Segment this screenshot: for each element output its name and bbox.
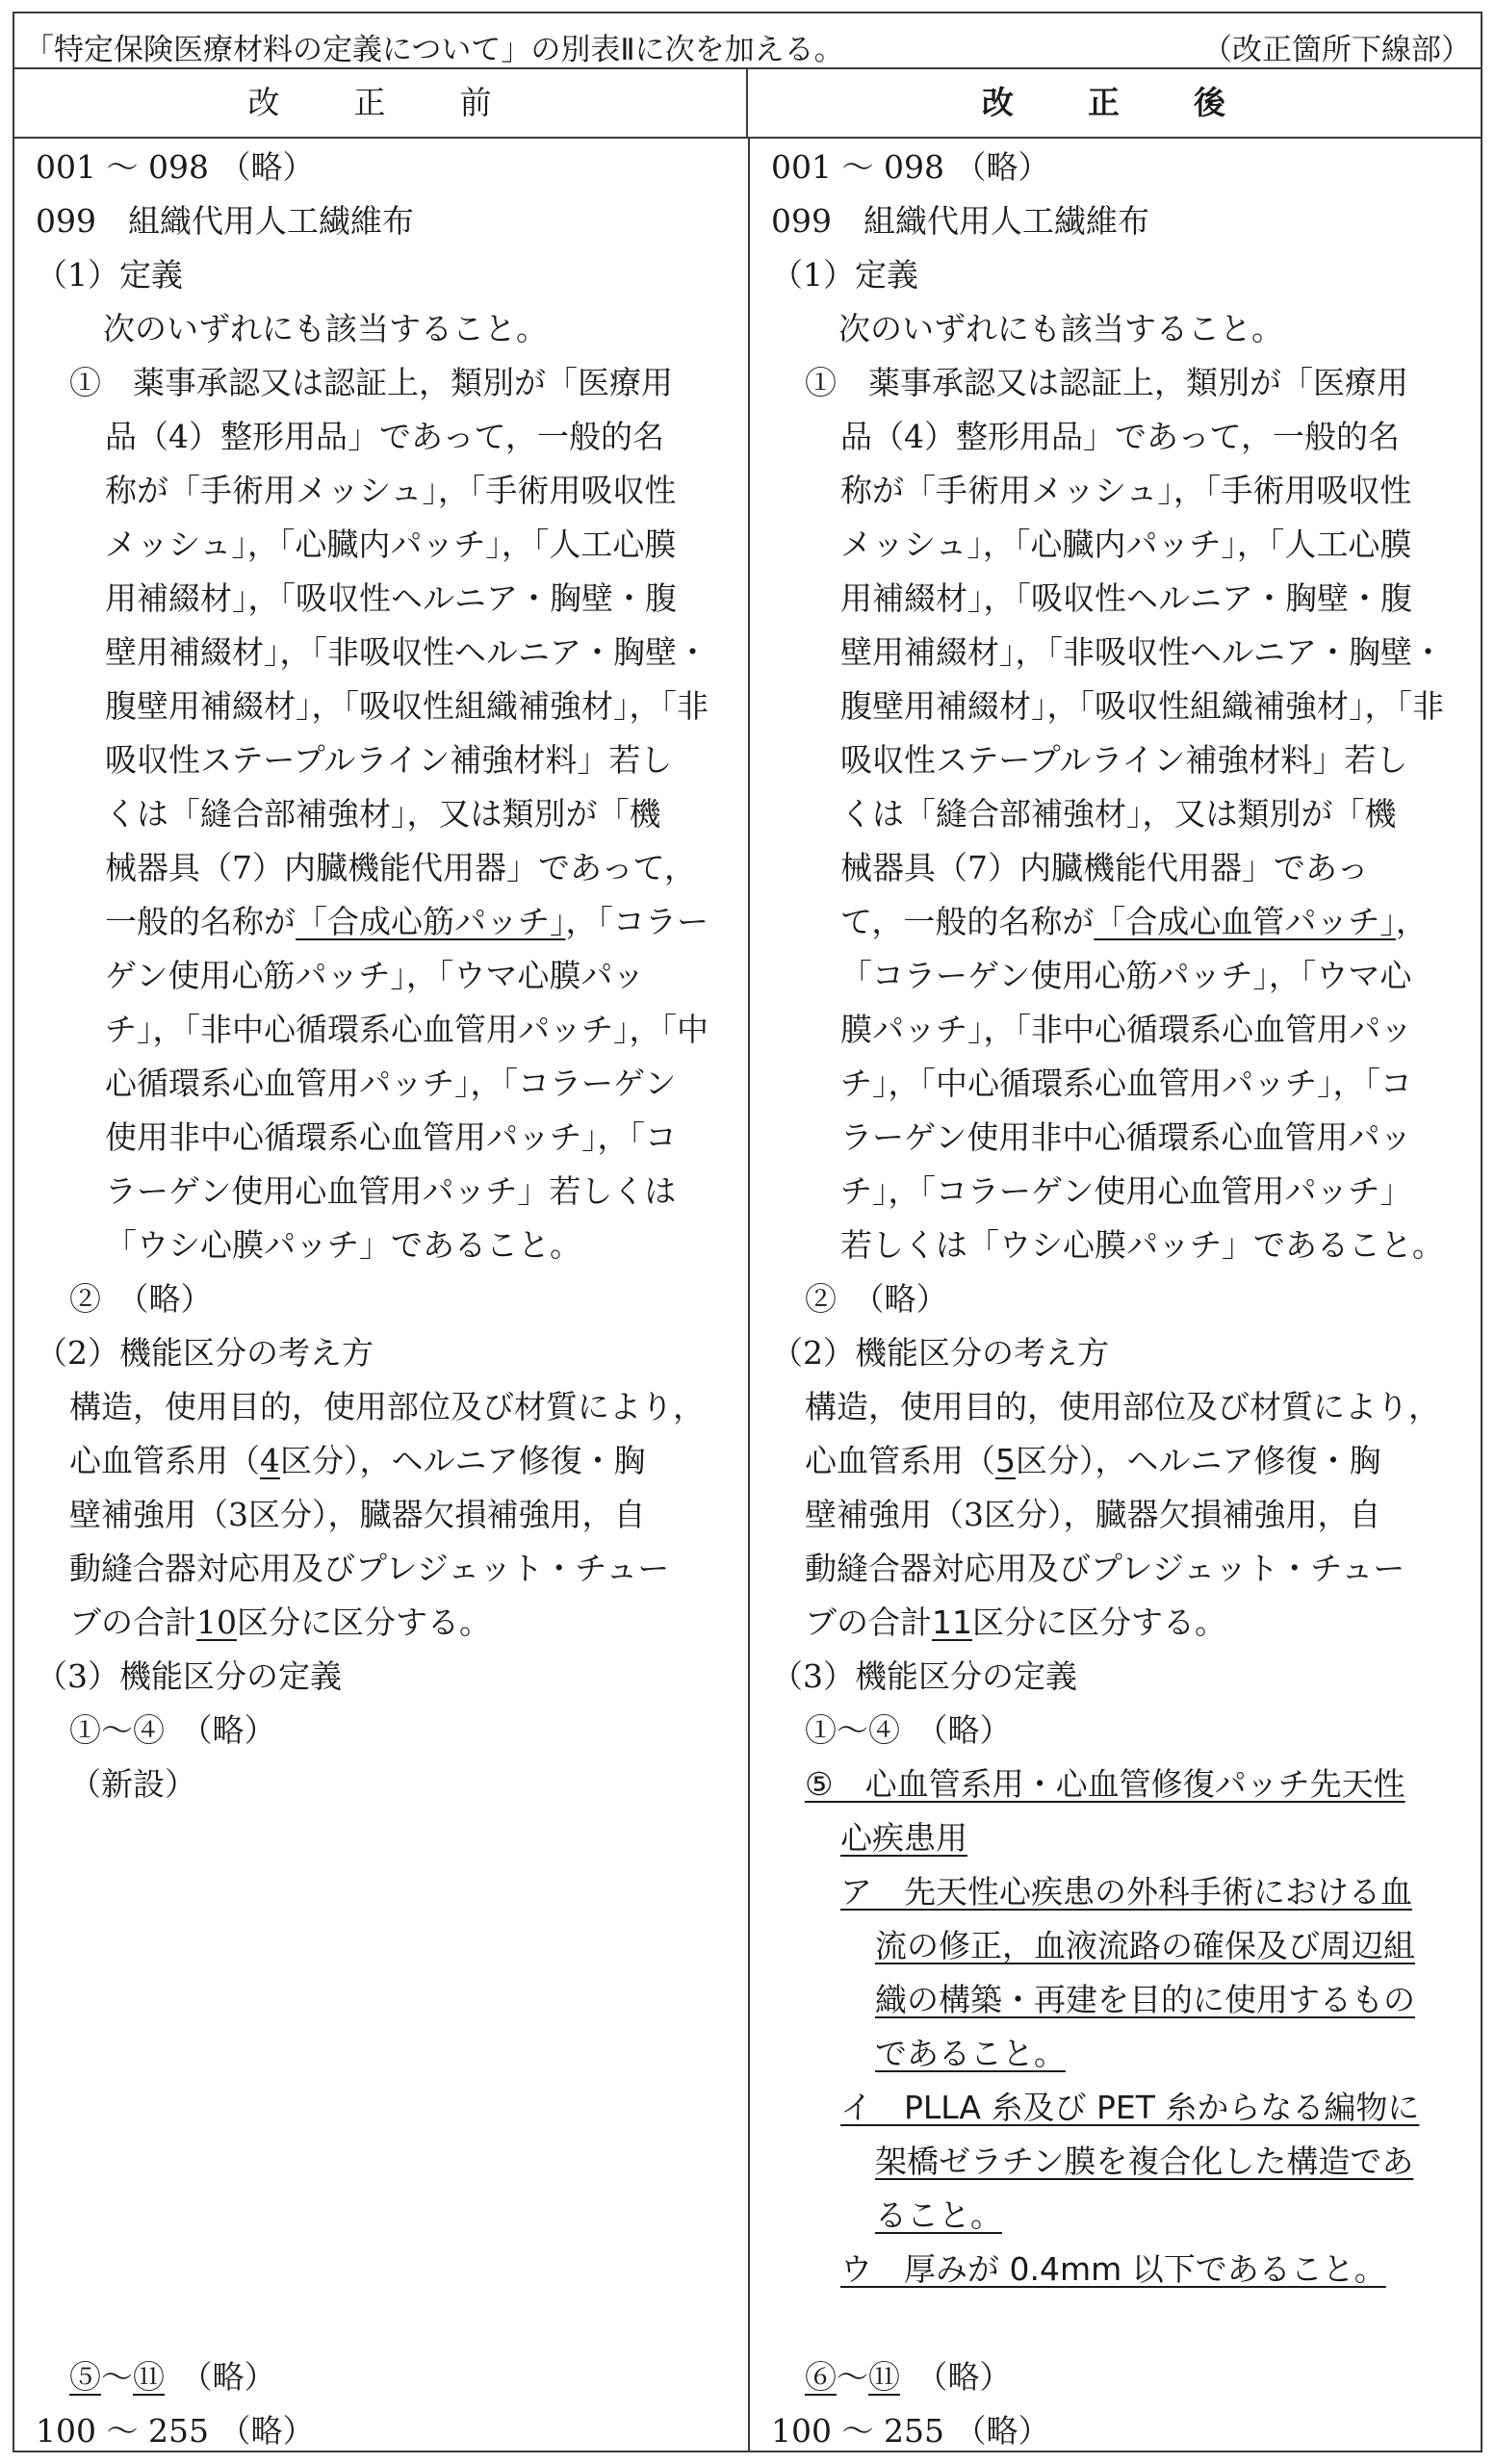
header-note: （改正箇所下線部） <box>1202 33 1471 67</box>
text-line: 壁補強用（3区分），臓器欠損補強用，自 <box>805 1496 1381 1533</box>
text-line: ゲン使用心筋パッチ」，「ウマ心膜パッ <box>105 957 645 994</box>
text-segment: （略） <box>900 2358 1012 2396</box>
new-item-i: ること。 <box>875 2196 1002 2234</box>
text-line: 100 ～ 255 （略） <box>771 2412 1050 2450</box>
text-line: 心循環系心血管用パッチ」，「コラーゲン <box>105 1065 677 1102</box>
text-line: くは「縫合部補強材」，又は類別が「機 <box>105 795 661 833</box>
text-line <box>69 2350 276 2404</box>
new-section-title: 心疾患用 <box>840 1819 967 1857</box>
text-line <box>840 895 1428 949</box>
underlined-change: 5 <box>995 1442 1016 1479</box>
column-divider <box>748 139 750 2452</box>
text-line: くは「縫合部補強材」，又は類別が「機 <box>840 795 1397 833</box>
text-segment: 心血管系用（ <box>69 1442 260 1479</box>
text-line: チ」，「中心循環系心血管用パッチ」，「コ <box>840 1065 1412 1102</box>
text-segment: （略） <box>165 2358 276 2396</box>
text-line: 099 組織代用人工繊維布 <box>771 202 1149 240</box>
text-line: 称が「手術用メッシュ」，「手術用吸収性 <box>840 472 1412 509</box>
text-line: （1）定義 <box>36 256 183 294</box>
new-item-a: ア 先天性心疾患の外科手術における血 <box>840 1873 1412 1911</box>
text-line: 099 組織代用人工繊維布 <box>36 202 414 240</box>
text-line <box>69 1434 646 1488</box>
text-segment: 一般的名称が <box>105 903 296 940</box>
text-line: 品（4）整形用品」であって，一般的名 <box>840 418 1401 455</box>
text-line <box>805 1596 1226 1650</box>
text-line: 次のいずれにも該当すること。 <box>103 310 548 347</box>
text-segment: ， <box>1395 903 1428 940</box>
underlined-change: ⑤ <box>69 2358 101 2396</box>
text-line: 構造，使用目的，使用部位及び材質により， <box>69 1388 705 1425</box>
underlined-change: ⑥ <box>805 2358 837 2396</box>
new-item-a: 織の構築・再建を目的に使用するもの <box>875 1981 1415 2018</box>
text-line: 品（4）整形用品」であって，一般的名 <box>105 418 665 455</box>
text-line: ①～④ （略） <box>69 1711 276 1749</box>
text-line: 械器具（7）内臓機能代用器」であっ <box>840 849 1369 886</box>
text-line: 001 ～ 098 （略） <box>36 148 315 186</box>
text-line: 構造，使用目的，使用部位及び材質により， <box>805 1388 1440 1425</box>
text-line: 腹壁用補綴材」，「吸収性組織補強材」，「非 <box>840 687 1444 725</box>
text-segment: 区分に区分する。 <box>237 1604 491 1641</box>
text-line: ① 薬事承認又は認証上，類別が「医療用 <box>69 364 673 401</box>
text-line: メッシュ」，「心臓内パッチ」，「人工心膜 <box>105 526 677 563</box>
text-line: （3）機能区分の定義 <box>36 1657 342 1695</box>
text-line: 壁用補綴材」，「非吸収性ヘルニア・胸壁・ <box>840 633 1444 671</box>
text-segment: 区分），ヘルニア修復・胸 <box>280 1442 646 1479</box>
underlined-change: 11 <box>932 1604 972 1641</box>
text-line: （1）定義 <box>771 256 918 294</box>
text-line: 次のいずれにも該当すること。 <box>838 310 1283 347</box>
text-line <box>805 2350 1012 2404</box>
text-segment: ～ <box>837 2358 868 2396</box>
text-line <box>69 1596 491 1650</box>
text-line: （新設） <box>69 1765 196 1803</box>
comparison-table <box>13 12 1482 2452</box>
text-line: 腹壁用補綴材」，「吸収性組織補強材」，「非 <box>105 687 709 725</box>
column-header-before: 改 正 前 <box>14 69 748 139</box>
new-item-a: 流の修正，血液流路の確保及び周辺組 <box>875 1927 1415 1964</box>
text-line: 「コラーゲン使用心筋パッチ」，「ウマ心 <box>840 957 1412 994</box>
underlined-change: 4 <box>260 1442 280 1479</box>
text-line: 若しくは「ウシ心膜パッチ」であること。 <box>840 1226 1444 1264</box>
text-line: ラーゲン使用非中心循環系心血管用パッ <box>840 1118 1412 1156</box>
new-item-a: であること。 <box>875 2035 1066 2072</box>
underlined-change: 「合成心血管パッチ」 <box>1094 903 1396 940</box>
text-segment: 心血管系用（ <box>805 1442 995 1479</box>
text-line: ラーゲン使用心血管用パッチ」若しくは <box>105 1172 677 1210</box>
text-segment: て，一般的名称が <box>840 903 1095 940</box>
text-line: ② （略） <box>69 1280 213 1318</box>
text-line: 吸収性ステープルライン補強材料」若し <box>840 741 1408 779</box>
text-line: （2）機能区分の考え方 <box>36 1334 374 1372</box>
text-line: 動縫合器対応用及びプレジェット・チュー <box>805 1550 1405 1587</box>
text-line <box>105 895 709 949</box>
text-line: 膜パッチ」，「非中心循環系心血管用パッ <box>840 1011 1412 1048</box>
text-line: ①～④ （略） <box>805 1711 1012 1749</box>
underlined-change: ⑪ <box>133 2358 165 2396</box>
new-item-i: 架橋ゼラチン膜を複合化した構造であ <box>875 2143 1414 2180</box>
text-line: 100 ～ 255 （略） <box>36 2412 315 2450</box>
text-line: 称が「手術用メッシュ」，「手術用吸収性 <box>105 472 677 509</box>
text-segment: ～ <box>101 2358 133 2396</box>
text-segment: ブの合計 <box>805 1604 932 1641</box>
text-segment: ブの合計 <box>69 1604 196 1641</box>
text-line: （3）機能区分の定義 <box>771 1657 1077 1695</box>
text-line <box>805 1434 1381 1488</box>
text-segment: 区分），ヘルニア修復・胸 <box>1016 1442 1381 1479</box>
text-line: 「ウシ心膜パッチ」であること。 <box>105 1226 581 1264</box>
text-line: 用補綴材」，「吸収性ヘルニア・胸壁・腹 <box>840 579 1412 617</box>
text-line: ② （略） <box>805 1280 948 1318</box>
underlined-change: 10 <box>196 1604 237 1641</box>
underlined-change: 「合成心筋パッチ」 <box>296 903 566 940</box>
new-item-i: イ PLLA 糸及び PET 糸からなる編物に <box>840 2089 1420 2126</box>
table-header <box>14 13 1481 69</box>
text-line: チ」，「非中心循環系心血管用パッチ」，「中 <box>105 1011 709 1048</box>
text-line: （2）機能区分の考え方 <box>771 1334 1109 1372</box>
text-line: 用補綴材」，「吸収性ヘルニア・胸壁・腹 <box>105 579 677 617</box>
text-line: チ」，「コラーゲン使用心血管用パッチ」 <box>840 1172 1412 1210</box>
text-line: 壁用補綴材」，「非吸収性ヘルニア・胸壁・ <box>105 633 709 671</box>
column-header-after: 改 正 後 <box>748 69 1481 139</box>
text-line: メッシュ」，「心臓内パッチ」，「人工心膜 <box>840 526 1412 563</box>
text-line: 001 ～ 098 （略） <box>771 148 1050 186</box>
text-line: ① 薬事承認又は認証上，類別が「医療用 <box>805 364 1408 401</box>
text-line: 械器具（7）内臓機能代用器」であって， <box>105 849 697 886</box>
header-title: 「特定保険医療材料の定義について」の別表Ⅱに次を加える。 <box>24 33 844 67</box>
text-line: 壁補強用（3区分），臓器欠損補強用，自 <box>69 1496 646 1533</box>
text-line: 使用非中心循環系心血管用パッチ」，「コ <box>105 1118 677 1156</box>
text-segment: 区分に区分する。 <box>972 1604 1226 1641</box>
new-section-title: ⑤ 心血管系用・心血管修復パッチ先天性 <box>805 1765 1405 1803</box>
text-segment: ，「コラー <box>565 903 709 940</box>
underlined-change: ⑪ <box>868 2358 900 2396</box>
text-line: 吸収性ステープルライン補強材料」若し <box>105 741 673 779</box>
new-item-u: ウ 厚みが 0.4mm 以下であること。 <box>840 2250 1386 2288</box>
text-line: 動縫合器対応用及びプレジェット・チュー <box>69 1550 670 1587</box>
